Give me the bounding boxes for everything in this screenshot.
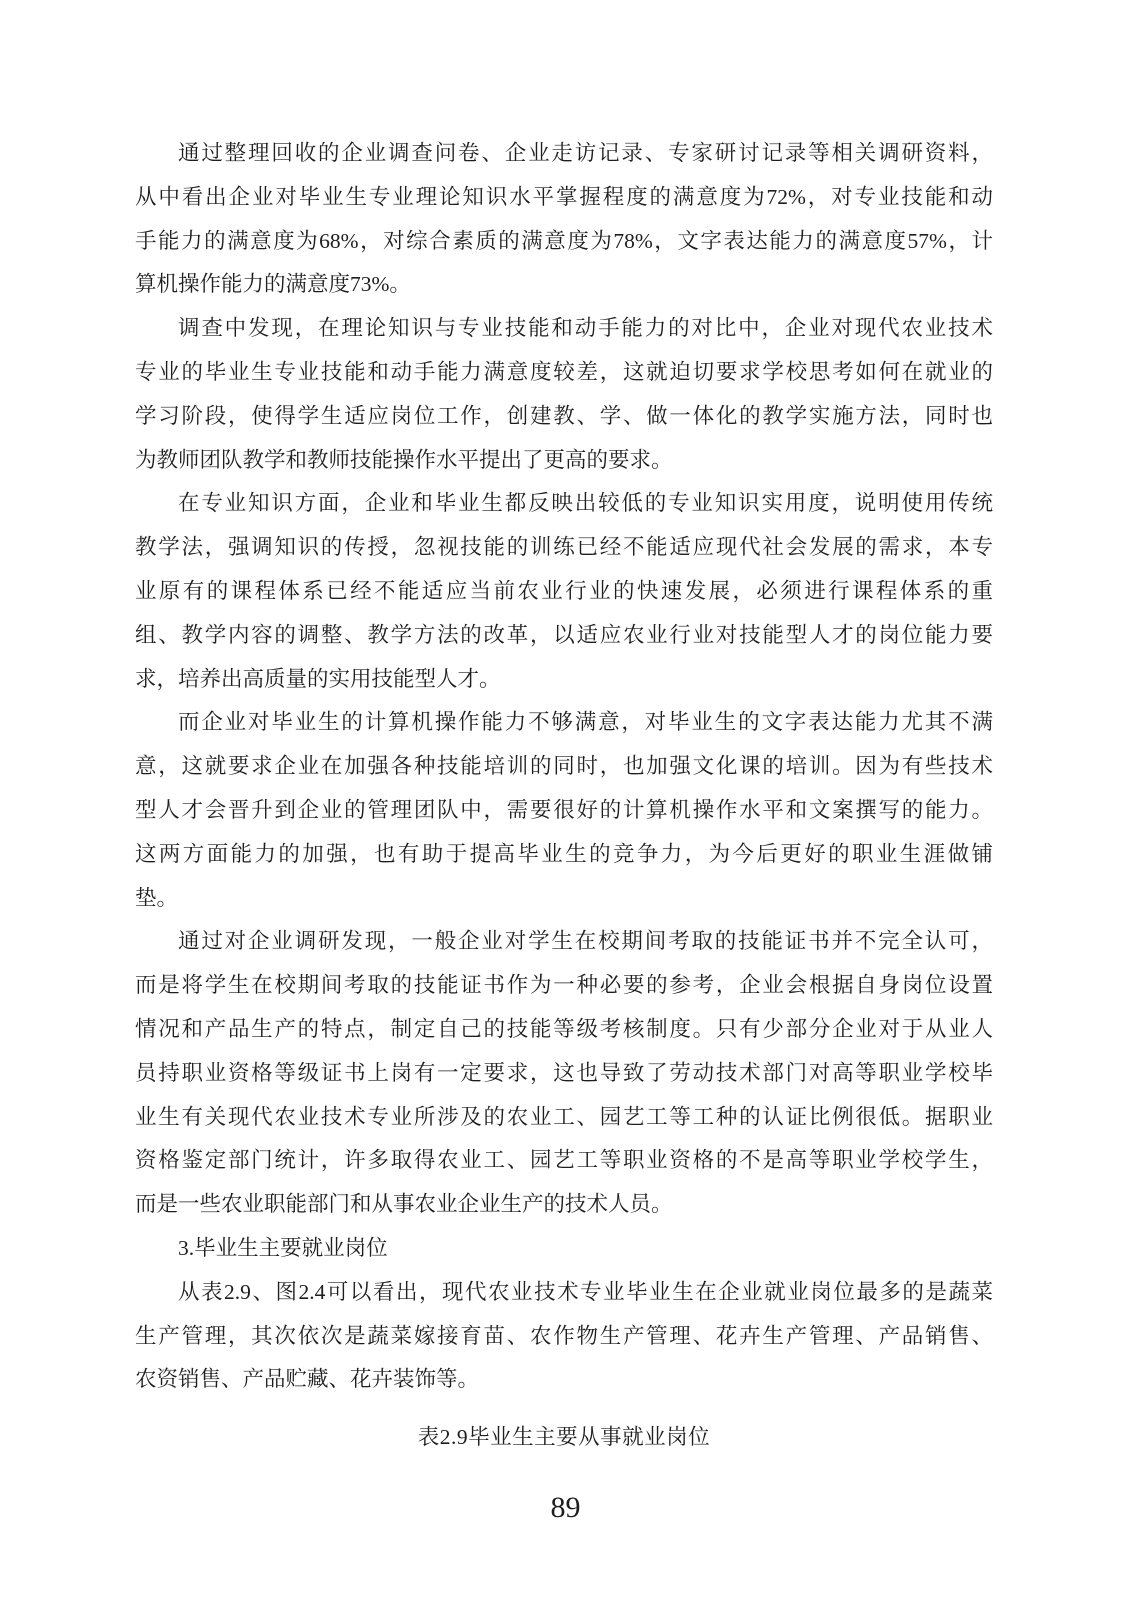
text-line: 从表2.9、图2.4可以看出，现代农业技术专业毕业生在企业就业岗位最多的是蔬菜 (178, 1279, 993, 1304)
body-paragraph (135, 701, 993, 920)
text-line: 专业的毕业生专业技能和动手能力满意度较差，这就迫切要求学校思考如何在就业的 (135, 359, 993, 384)
text-line: 从中看出企业对毕业生专业理论知识水平掌握程度的满意度为72%，对专业技能和动 (135, 184, 993, 209)
body-paragraph (135, 1271, 993, 1402)
text-line: 表2.9毕业生主要从事就业岗位 (417, 1425, 711, 1450)
text-line: 这两方面能力的加强，也有助于提高毕业生的竞争力，为今后更好的职业生涯做铺 (135, 841, 993, 866)
text-line: 3.毕业生主要就业岗位 (178, 1235, 388, 1260)
section-heading (135, 1227, 993, 1271)
page-number: 89 (550, 1491, 581, 1524)
text-line: 垫。 (135, 885, 179, 910)
text-line: 业生有关现代农业技术专业所涉及的农业工、园艺工等工种的认证比例很低。据职业 (135, 1104, 993, 1129)
text-line: 教学法，强调知识的传授，忽视技能的训练已经不能适应现代社会发展的需求，本专 (135, 535, 993, 560)
document-body (135, 132, 993, 1460)
text-line: 在专业知识方面，企业和毕业生都反映出较低的专业知识实用度，说明使用传统 (178, 491, 993, 516)
body-paragraph (135, 920, 993, 1227)
text-line: 为教师团队教学和教师技能操作水平提出了更高的要求。 (135, 447, 673, 472)
text-line: 型人才会晋升到企业的管理团队中，需要很好的计算机操作水平和文案撰写的能力。 (135, 797, 993, 822)
body-paragraph (135, 132, 993, 307)
text-line: 手能力的满意度为68%，对综合素质的满意度为78%，文字表达能力的满意度57%，计 (135, 228, 993, 253)
text-line: 调查中发现，在理论知识与专业技能和动手能力的对比中，企业对现代农业技术 (178, 316, 993, 341)
body-paragraph (135, 307, 993, 482)
text-line: 情况和产品生产的特点，制定自己的技能等级考核制度。只有少部分企业对于从业人 (135, 1016, 993, 1041)
text-line: 算机操作能力的满意度73%。 (135, 272, 411, 297)
text-line: 农资销售、产品贮藏、花卉装饰等。 (135, 1367, 480, 1392)
text-line: 学习阶段，使得学生适应岗位工作，创建教、学、做一体化的教学实施方法，同时也 (135, 403, 993, 428)
body-paragraph (135, 482, 993, 701)
text-line: 求，培养出高质量的实用技能型人才。 (135, 666, 501, 691)
text-line: 而是将学生在校期间考取的技能证书作为一种必要的参考，企业会根据自身岗位设置 (135, 973, 993, 998)
text-line: 资格鉴定部门统计，许多取得农业工、园艺工等职业资格的不是高等职业学校学生， (135, 1148, 993, 1173)
text-line: 意，这就要求企业在加强各种技能培训的同时，也加强文化课的培训。因为有些技术 (135, 754, 993, 779)
text-line: 业原有的课程体系已经不能适应当前农业行业的快速发展，必须进行课程体系的重 (135, 578, 993, 603)
text-line: 而是一些农业职能部门和从事农业企业生产的技术人员。 (135, 1192, 673, 1217)
table-caption (135, 1416, 993, 1460)
text-line: 通过对企业调研发现，一般企业对学生在校期间考取的技能证书并不完全认可， (178, 929, 993, 954)
text-line: 生产管理，其次依次是蔬菜嫁接育苗、农作物生产管理、花卉生产管理、产品销售、 (135, 1323, 993, 1348)
text-line: 员持职业资格等级证书上岗有一定要求，这也导致了劳动技术部门对高等职业学校毕 (135, 1060, 993, 1085)
text-line: 而企业对毕业生的计算机操作能力不够满意，对毕业生的文字表达能力尤其不满 (178, 710, 993, 735)
text-line: 通过整理回收的企业调查问卷、企业走访记录、专家研讨记录等相关调研资料， (178, 141, 993, 165)
text-line: 组、教学内容的调整、教学方法的改革，以适应农业行业对技能型人才的岗位能力要 (135, 622, 993, 647)
